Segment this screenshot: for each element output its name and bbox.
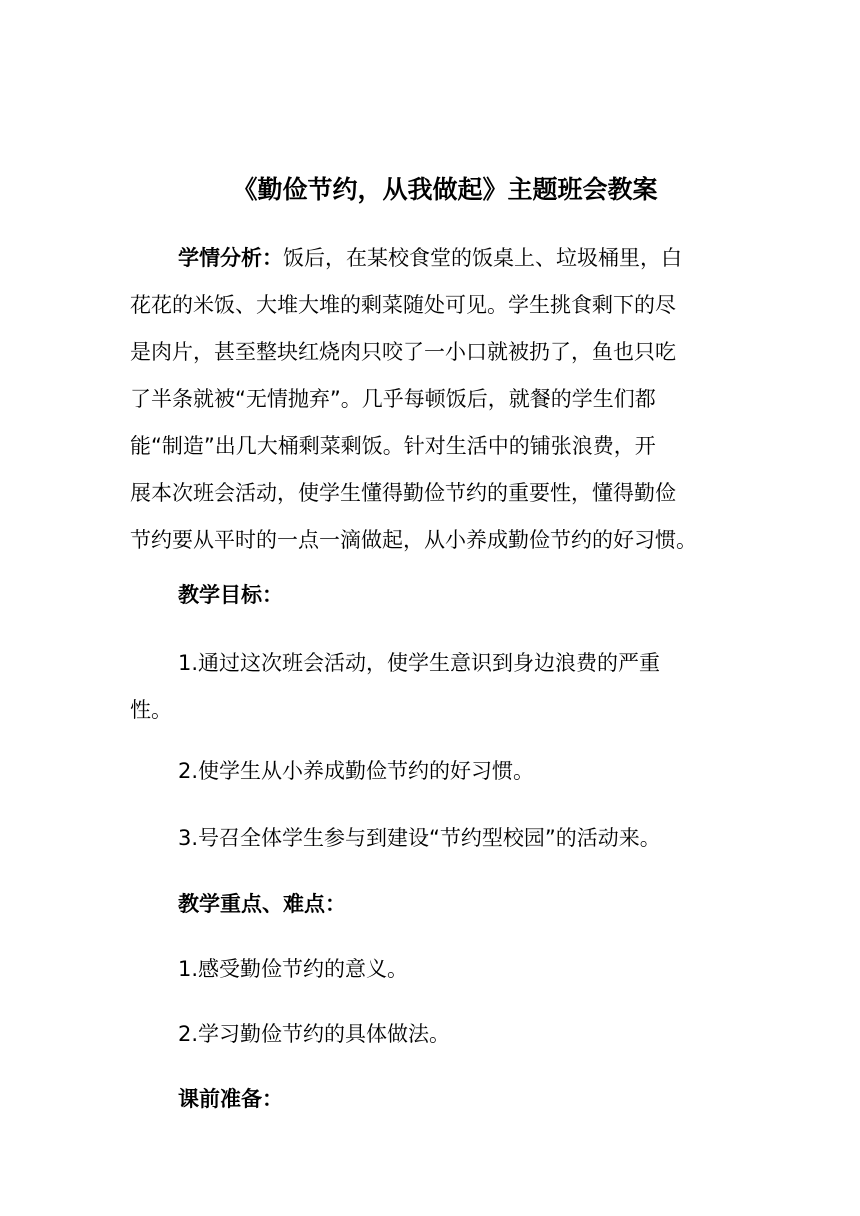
objective-item-3: 3.号召全体学生参与到建设“节约型校园”的活动来。	[178, 826, 661, 850]
key-points-heading: 教学重点、难点：	[178, 891, 346, 916]
objective-item-1	[130, 645, 750, 728]
analysis-line-1: 饭后，在某校食堂的饭桌上、垃圾桶里，白	[283, 246, 682, 270]
key-point-item-2: 2.学习勤俭节约的具体做法。	[178, 1022, 451, 1046]
preparation-heading: 课前准备：	[178, 1086, 283, 1111]
analysis-line-7: 节约要从平时的一点一滴做起，从小养成勤俭节约的好习惯。	[130, 528, 697, 552]
analysis-paragraph	[130, 240, 750, 558]
analysis-line-4: 了半条就被“无情抛弃”。几乎每顿饭后，就餐的学生们都	[130, 387, 656, 411]
objective-item-1-line-1: 1.通过这次班会活动，使学生意识到身边浪费的严重	[178, 651, 661, 675]
analysis-line-5: 能“制造”出几大桶剩菜剩饭。针对生活中的铺张浪费，开	[130, 434, 656, 458]
document-title: 《勤俭节约，从我做起》主题班会教案	[232, 175, 658, 204]
key-point-item-1: 1.感受勤俭节约的意义。	[178, 957, 409, 981]
objectives-heading: 教学目标：	[178, 582, 283, 607]
objective-item-1-line-2: 性。	[130, 698, 172, 722]
analysis-line-6: 展本次班会活动，使学生懂得勤俭节约的重要性，懂得勤俭	[130, 481, 676, 505]
analysis-label: 学情分析：	[178, 245, 283, 270]
objective-item-2: 2.使学生从小养成勤俭节约的好习惯。	[178, 759, 535, 783]
analysis-line-3: 是肉片，甚至整块红烧肉只咬了一小口就被扔了，鱼也只吃	[130, 340, 676, 364]
analysis-line-2: 花花的米饭、大堆大堆的剩菜随处可见。学生挑食剩下的尽	[130, 293, 676, 317]
